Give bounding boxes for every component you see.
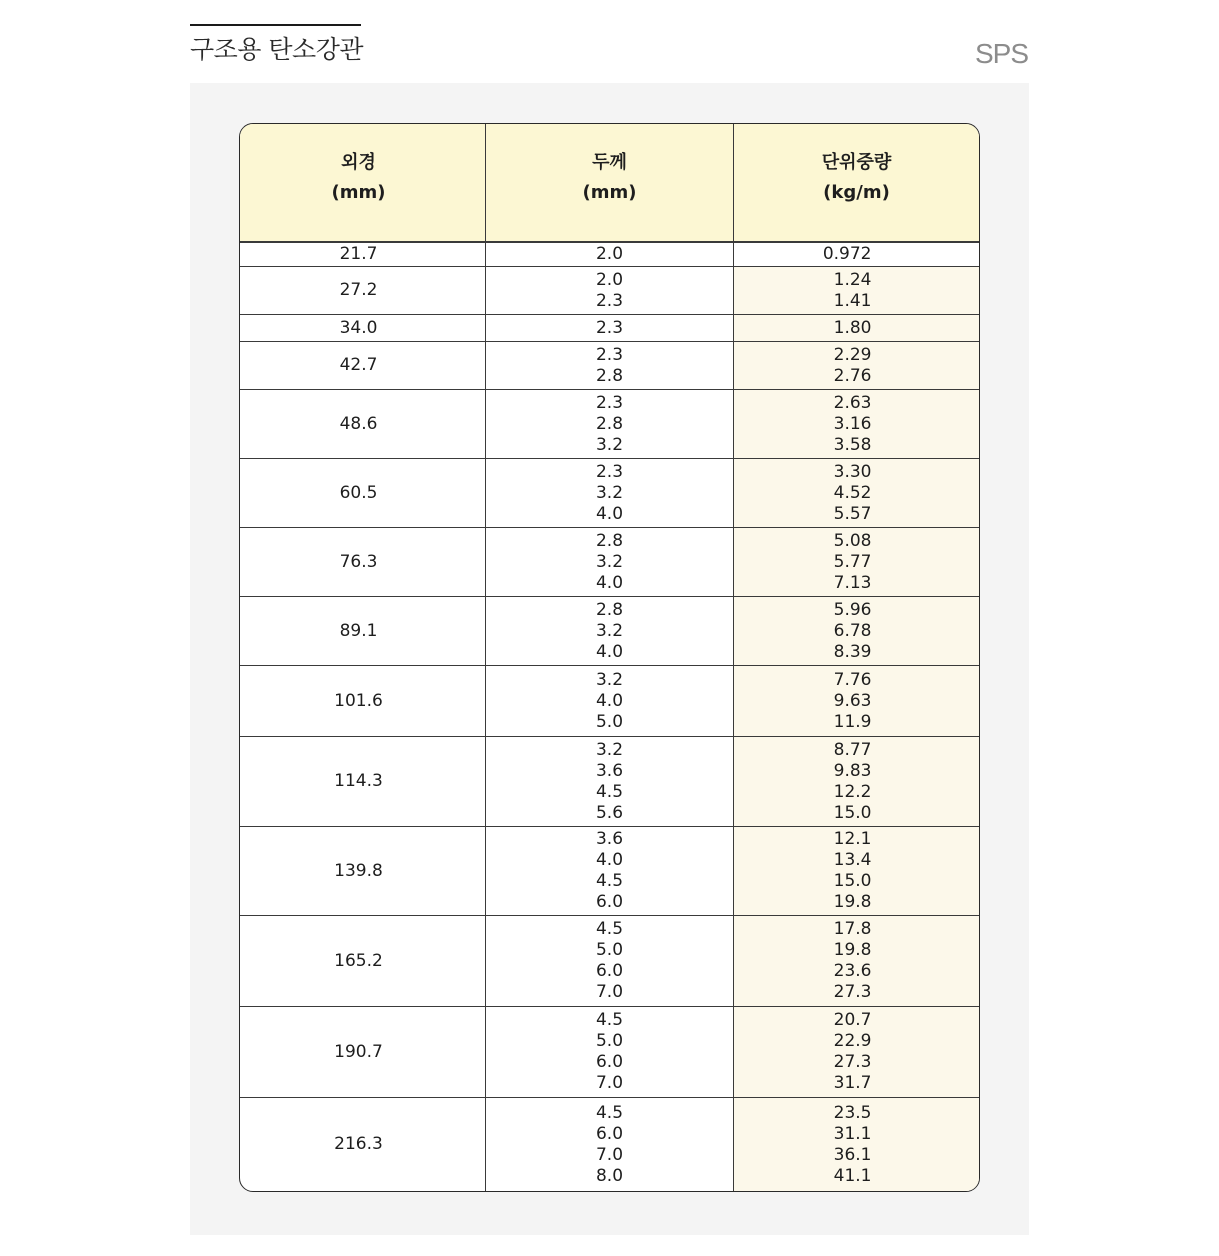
- column-header-name: 단위중량: [821, 151, 892, 173]
- cell-unit-weight: [734, 915, 979, 1006]
- unit-weight-value: 3.16: [833, 413, 872, 434]
- unit-weight-value: 11.9: [833, 711, 872, 732]
- column-header-unit: (kg/m): [823, 181, 890, 203]
- cell-unit-weight: [734, 665, 979, 736]
- unit-weight-value: 6.78: [833, 620, 872, 641]
- cell-thickness: [486, 596, 734, 665]
- unit-weight-value: 31.7: [833, 1073, 872, 1093]
- thickness-value: 5.6: [595, 802, 624, 823]
- column-header-unit: (mm): [582, 181, 637, 203]
- unit-weight-value: 15.0: [833, 871, 872, 891]
- page-title: 구조용 탄소강관: [190, 35, 363, 64]
- cell-outer-diameter: 21.7: [240, 241, 486, 266]
- thickness-value: 7.0: [595, 1144, 624, 1165]
- unit-weight-value: 15.0: [833, 802, 872, 823]
- cell-unit-weight: [734, 241, 979, 266]
- thickness-value: 6.0: [595, 1123, 624, 1144]
- unit-weight-value: 12.2: [833, 781, 872, 802]
- thickness-value: 5.0: [595, 1031, 624, 1051]
- thickness-value: 3.2: [595, 482, 624, 503]
- thickness-value: 3.2: [595, 551, 624, 572]
- thickness-value: 3.2: [595, 739, 624, 760]
- unit-weight-value: 27.3: [833, 982, 872, 1002]
- unit-weight-value: 7.76: [833, 669, 872, 690]
- unit-weight-values: [828, 531, 872, 594]
- thickness-value: 7.0: [595, 1073, 624, 1093]
- unit-weight-value: 2.29: [833, 344, 872, 365]
- thickness-value: 2.3: [595, 461, 624, 482]
- cell-outer-diameter: 114.3: [240, 736, 486, 826]
- cell-thickness: [486, 266, 734, 314]
- unit-weight-values: [822, 244, 872, 265]
- unit-weight-values: [828, 829, 872, 913]
- column-header-unit-weight: [734, 124, 979, 241]
- unit-weight-value: 23.6: [833, 961, 872, 981]
- column-header-outer-diameter: [240, 124, 486, 241]
- unit-weight-value: 12.1: [833, 829, 872, 849]
- unit-weight-value: 4.52: [833, 482, 872, 503]
- cell-outer-diameter: 27.2: [240, 266, 486, 314]
- unit-weight-value: 8.39: [833, 641, 872, 662]
- thickness-value: 6.0: [595, 1052, 624, 1072]
- cell-unit-weight: [734, 389, 979, 458]
- cell-outer-diameter: 48.6: [240, 389, 486, 458]
- unit-weight-value: 8.77: [833, 739, 872, 760]
- thickness-value: 8.0: [595, 1165, 624, 1186]
- cell-unit-weight: [734, 341, 979, 389]
- unit-weight-values: [828, 600, 872, 663]
- unit-weight-value: 19.8: [833, 892, 872, 912]
- cell-outer-diameter: 76.3: [240, 527, 486, 596]
- cell-unit-weight: [734, 736, 979, 826]
- cell-outer-diameter: 89.1: [240, 596, 486, 665]
- column-header-name: 두께: [592, 151, 627, 173]
- unit-weight-values: [828, 393, 872, 456]
- unit-weight-value: 13.4: [833, 850, 872, 870]
- cell-thickness: [486, 314, 734, 341]
- thickness-value: 4.5: [595, 1102, 624, 1123]
- unit-weight-value: 22.9: [833, 1031, 872, 1051]
- unit-weight-value: 1.24: [833, 269, 872, 290]
- thickness-value: 2.8: [595, 413, 624, 434]
- unit-weight-value: 3.58: [833, 434, 872, 455]
- cell-outer-diameter: 60.5: [240, 458, 486, 527]
- unit-weight-value: 17.8: [833, 919, 872, 939]
- column-header-unit: (mm): [331, 181, 386, 203]
- unit-weight-value: 23.5: [833, 1102, 872, 1123]
- thickness-value: 6.0: [595, 961, 624, 981]
- cell-unit-weight: [734, 527, 979, 596]
- thickness-value: 3.2: [595, 620, 624, 641]
- thickness-value: 3.6: [595, 829, 624, 849]
- cell-thickness: [486, 1097, 734, 1191]
- cell-thickness: [486, 1006, 734, 1097]
- unit-weight-values: [828, 1010, 872, 1094]
- unit-weight-value: 31.1: [833, 1123, 872, 1144]
- thickness-value: 5.0: [595, 940, 624, 960]
- cell-outer-diameter: 101.6: [240, 665, 486, 736]
- unit-weight-value: 1.41: [833, 290, 872, 311]
- unit-weight-value: 1.80: [833, 317, 872, 338]
- thickness-value: 3.6: [595, 760, 624, 781]
- unit-weight-value: 41.1: [833, 1165, 872, 1186]
- cell-outer-diameter: 190.7: [240, 1006, 486, 1097]
- cell-thickness: [486, 665, 734, 736]
- unit-weight-value: 36.1: [833, 1144, 872, 1165]
- cell-unit-weight: [734, 1006, 979, 1097]
- thickness-value: 2.8: [595, 365, 624, 386]
- unit-weight-values: [828, 1103, 872, 1187]
- thickness-value: 5.0: [595, 711, 624, 732]
- thickness-value: 4.5: [595, 1010, 624, 1030]
- cell-unit-weight: [734, 1097, 979, 1191]
- thickness-value: 2.3: [595, 317, 624, 338]
- unit-weight-value: 27.3: [833, 1052, 872, 1072]
- thickness-value: 2.8: [595, 530, 624, 551]
- standard-code: SPS: [974, 38, 1028, 69]
- cell-outer-diameter: 139.8: [240, 826, 486, 915]
- unit-weight-values: [828, 740, 872, 824]
- thickness-value: 2.3: [595, 290, 624, 311]
- thickness-value: 2.0: [595, 244, 624, 264]
- cell-thickness: [486, 341, 734, 389]
- cell-unit-weight: [734, 596, 979, 665]
- cell-thickness: [486, 389, 734, 458]
- thickness-value: 4.5: [595, 871, 624, 891]
- thickness-value: 4.5: [595, 919, 624, 939]
- cell-outer-diameter: 216.3: [240, 1097, 486, 1191]
- cell-outer-diameter: 42.7: [240, 341, 486, 389]
- thickness-value: 4.0: [595, 572, 624, 593]
- thickness-value: 4.0: [595, 503, 624, 524]
- thickness-value: 2.3: [595, 392, 624, 413]
- column-header-name: 외경: [341, 151, 376, 173]
- unit-weight-values: [828, 270, 872, 312]
- unit-weight-value: 3.30: [833, 461, 872, 482]
- cell-unit-weight: [734, 826, 979, 915]
- cell-unit-weight: [734, 314, 979, 341]
- unit-weight-values: [828, 318, 872, 339]
- thickness-value: 2.0: [595, 269, 624, 290]
- cell-unit-weight: [734, 266, 979, 314]
- unit-weight-value: 5.57: [833, 503, 872, 524]
- thickness-value: 2.3: [595, 344, 624, 365]
- unit-weight-values: [828, 462, 872, 525]
- thickness-value: 4.0: [595, 850, 624, 870]
- unit-weight-value: 7.13: [833, 572, 872, 593]
- unit-weight-values: [828, 919, 872, 1003]
- thickness-value: 7.0: [595, 982, 624, 1002]
- unit-weight-value: 20.7: [833, 1010, 872, 1030]
- thickness-value: 3.2: [595, 434, 624, 455]
- cell-thickness: [486, 915, 734, 1006]
- cell-unit-weight: [734, 458, 979, 527]
- unit-weight-values: [828, 345, 872, 387]
- cell-outer-diameter: 165.2: [240, 915, 486, 1006]
- unit-weight-value: 0.972: [822, 244, 872, 264]
- cell-thickness: [486, 527, 734, 596]
- unit-weight-value: 5.08: [833, 530, 872, 551]
- unit-weight-value: 9.63: [833, 690, 872, 711]
- cell-outer-diameter: 34.0: [240, 314, 486, 341]
- thickness-value: 6.0: [595, 892, 624, 912]
- unit-weight-values: [828, 670, 872, 733]
- cell-thickness: [486, 736, 734, 826]
- spec-table: [239, 123, 980, 1192]
- unit-weight-value: 5.96: [833, 599, 872, 620]
- thickness-value: 2.8: [595, 599, 624, 620]
- unit-weight-value: 19.8: [833, 940, 872, 960]
- thickness-value: 4.0: [595, 641, 624, 662]
- thickness-value: 4.0: [595, 690, 624, 711]
- unit-weight-value: 2.76: [833, 365, 872, 386]
- unit-weight-value: 5.77: [833, 551, 872, 572]
- cell-thickness: [486, 458, 734, 527]
- cell-thickness: [486, 826, 734, 915]
- unit-weight-value: 2.63: [833, 392, 872, 413]
- thickness-value: 4.5: [595, 781, 624, 802]
- title-rule: [190, 24, 361, 26]
- thickness-value: 3.2: [595, 669, 624, 690]
- cell-thickness: [486, 241, 734, 266]
- column-header-thickness: [486, 124, 734, 241]
- unit-weight-value: 9.83: [833, 760, 872, 781]
